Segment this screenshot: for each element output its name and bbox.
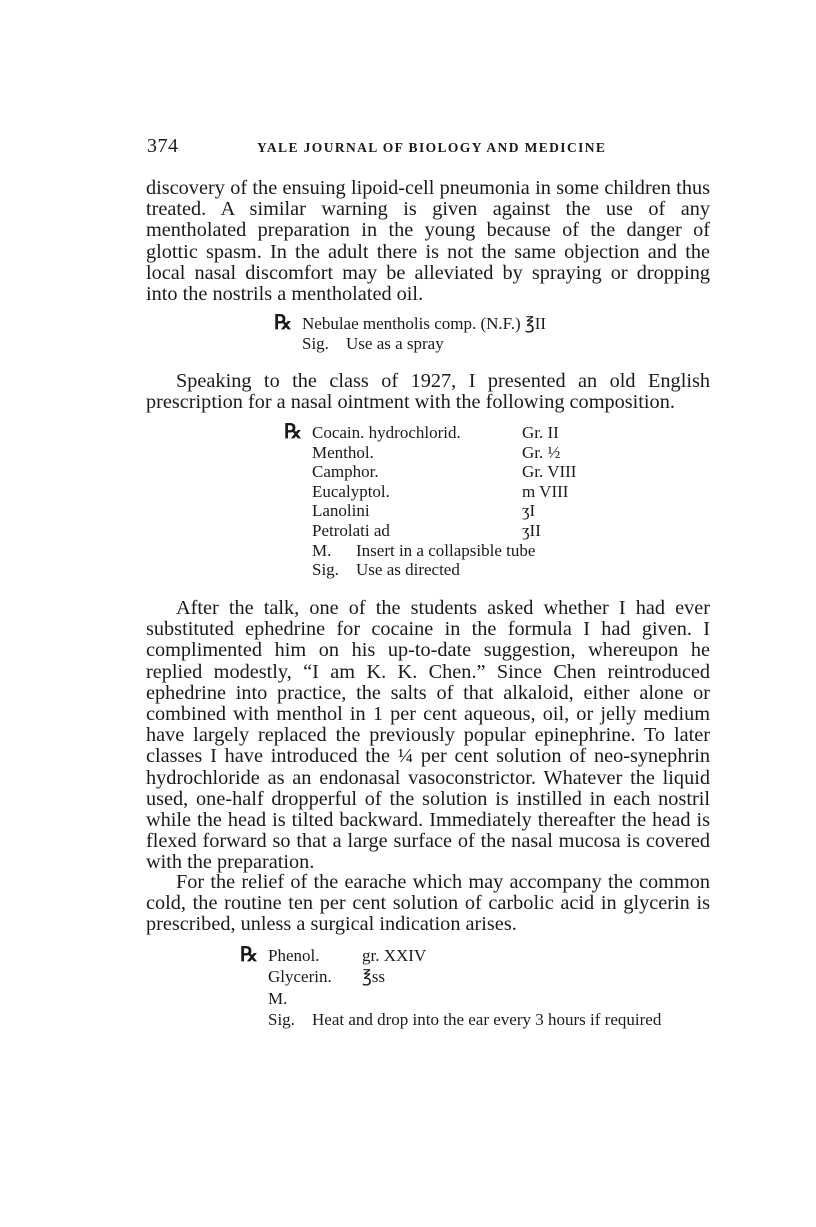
rx2-ingredient — [284, 423, 576, 443]
rx2-ingredient-name: Lanolini — [312, 501, 370, 521]
rx3-ingredient-name: Glycerin. — [268, 967, 332, 987]
rx2-ingredient-dose: ʒII — [522, 520, 541, 540]
rx2-sig-label: Sig. — [312, 560, 339, 580]
rx1-drug: Nebulae mentholis comp. (N.F.) ℥II — [302, 314, 547, 333]
rx1-sig-label: Sig. — [302, 333, 329, 353]
rx3-mix-instruction — [240, 988, 661, 1009]
rx3-ingredient — [240, 945, 661, 966]
rx2-ingredient — [284, 443, 576, 463]
rx3-ingredient — [240, 966, 661, 987]
rx2-ingredient-dose: Gr. VIII — [522, 462, 577, 482]
rx2-ingredient-dose: m VIII — [522, 481, 569, 501]
rx1-sig-text: Use as a spray — [346, 333, 444, 353]
rx2-ingredient-name: Cocain. hydrochlorid. — [312, 423, 461, 442]
rx2-ingredient — [284, 462, 576, 482]
paragraph-3: After the talk, one of the students asked whether I had ever substituted ephedrine for cocaine in the formula I had given. I complimented him on his up-to-date suggestion, whereupon he replied modestly, “I am K. K. Chen.” Since Chen reintroduced ephedrine into practice, the salts of that alkaloid, either alone or combined with menthol in 1 per cent aqueous, oil, or jelly medium have largely replaced the previously popular epinephrine. To later classes I have introduced the ¼ per cent solution of neo-synephrin hydrochloride as an endonasal vasoconstrictor. Whatever the liquid used, one-half dropperful of the solution is instilled in each nostril while the head is tilted backward. Immediately thereafter the head is flexed forward so that a large surface of the nasal mucosa is covered with the preparation. — [146, 597, 710, 874]
rx3-sig-label: Sig. — [268, 1009, 295, 1029]
paragraph-4: For the relief of the earache which may accompany the common cold, the routine ten per cent solution of carbolic acid in glycerin is prescribed, unless a surgical indication arises. — [146, 871, 710, 936]
running-head: YALE JOURNAL OF BIOLOGY AND MEDICINE — [257, 140, 607, 155]
rx2-ingredient — [284, 521, 576, 541]
rx2-mix-instruction — [284, 541, 576, 561]
rx3-ingredient-dose: ℥ss — [362, 967, 386, 987]
rx2-sig — [284, 560, 576, 580]
rx2-ingredient-dose: Gr. II — [522, 423, 559, 442]
rx2-m-text: Insert in a collapsible tube — [356, 540, 536, 560]
rx3-m-label: M. — [268, 988, 288, 1008]
page-number: 374 — [147, 135, 179, 157]
rx2-ingredient-name: Menthol. — [312, 442, 374, 462]
prescription-1 — [274, 314, 546, 353]
rx2-ingredient — [284, 501, 576, 521]
rx2-ingredient-dose: Gr. ½ — [522, 442, 561, 462]
prescription-2 — [284, 423, 576, 580]
rx2-ingredient-name: Camphor. — [312, 462, 379, 482]
rx2-ingredient-name: Eucalyptol. — [312, 481, 390, 501]
rx-symbol-icon: ℞ — [240, 944, 258, 966]
rx2-ingredient-name: Petrolati ad — [312, 520, 390, 540]
rx-symbol-icon: ℞ — [284, 421, 302, 443]
page-header — [147, 135, 713, 163]
rx1-line1 — [274, 314, 546, 334]
rx1-sig — [274, 334, 546, 354]
rx2-ingredient-dose: ʒI — [522, 501, 536, 521]
rx2-ingredient — [284, 482, 576, 502]
paragraph-2: Speaking to the class of 1927, I presented an old English prescription for a nasal ointment with the following composition. — [146, 370, 710, 414]
rx2-sig-text: Use as directed — [356, 560, 460, 580]
rx3-ingredient-dose: gr. XXIV — [362, 946, 427, 965]
paragraph-1: discovery of the ensuing lipoid-cell pneumonia in some children thus treated. A similar warning is given against the use of any mentholated preparation in the young because of the danger of glottic spasm. In the adult there is not the same objection and the local nasal discomfort may be alleviated by spraying or dropping into the nostrils a mentholated oil. — [146, 177, 710, 306]
rx3-ingredient-name: Phenol. — [268, 946, 320, 965]
rx3-sig-text: Heat and drop into the ear every 3 hours if required — [312, 1009, 662, 1029]
rx2-m-label: M. — [312, 540, 332, 560]
rx3-sig — [240, 1009, 661, 1030]
prescription-3 — [240, 945, 661, 1030]
rx-symbol-icon: ℞ — [274, 312, 292, 334]
